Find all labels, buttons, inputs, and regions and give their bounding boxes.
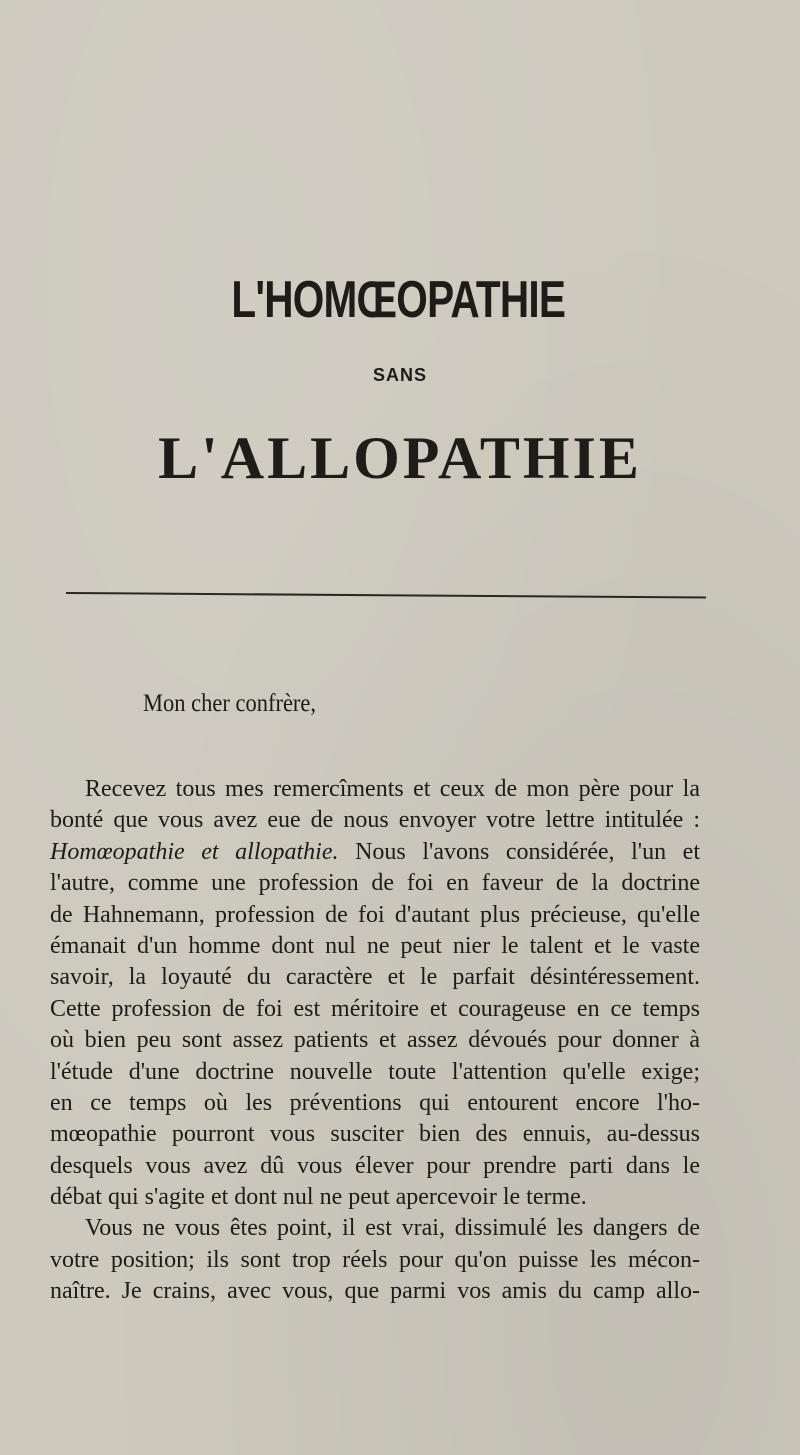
text-line: l'autre, comme une profession de foi en faveur de la doctrine [50, 870, 700, 897]
text-line: de Hahnemann, profession de foi d'autant plus précieuse, qu'elle [50, 901, 700, 928]
title-connector: SANS [372, 365, 427, 385]
text-line: votre position; ils sont trop réels pour qu'on puisse les mécon- [50, 1246, 700, 1273]
text-line: savoir, la loyauté du caractère et le parfait désintéressement. [50, 964, 700, 991]
text-line: bonté que vous avez eue de nous envoyer votre lettre intitulée : [50, 807, 700, 834]
text-line: où bien peu sont assez patients et assez dévoués pour donner à [50, 1027, 700, 1054]
text-line: mœopathie pourront vous susciter bien des ennuis, au-dessus [50, 1121, 700, 1148]
text-line: naître. Je crains, avec vous, que parmi vos amis du camp allo- [50, 1278, 700, 1305]
body-text [50, 774, 700, 1308]
text-line: Vous ne vous êtes point, il est vrai, dissimulé les dangers de [85, 1215, 700, 1242]
salutation: Mon cher confrère, [143, 690, 317, 717]
title-line-1: L'HOMŒOPATHIE [231, 271, 566, 329]
italic-title-reference: Homœopathie et allopathie. [50, 838, 339, 865]
text-line: émanait d'un homme dont nul ne peut nier le talent et le vaste [50, 932, 700, 959]
text-line: débat qui s'agite et dont nul ne peut apercevoir le terme. [50, 1184, 587, 1211]
paragraph-1 [50, 774, 700, 1213]
text-line-with-italic: Homœopathie et allopathie. Nous l'avons considérée, l'un et [50, 838, 700, 865]
text-line: l'étude d'une doctrine nouvelle toute l'attention qu'elle exige; [50, 1058, 700, 1085]
horizontal-rule [66, 592, 706, 598]
text-line: Cette profession de foi est méritoire et courageuse en ce temps [50, 995, 700, 1022]
paragraph-2 [50, 1213, 700, 1307]
title-line-2: L'ALLOPATHIE [158, 425, 642, 491]
text-line: en ce temps où les préventions qui entourent encore l'ho- [50, 1089, 700, 1116]
text-line: desquels vous avez dû vous élever pour prendre parti dans le [50, 1152, 700, 1179]
text-line: Recevez tous mes remercîments et ceux de mon père pour la [85, 776, 700, 802]
